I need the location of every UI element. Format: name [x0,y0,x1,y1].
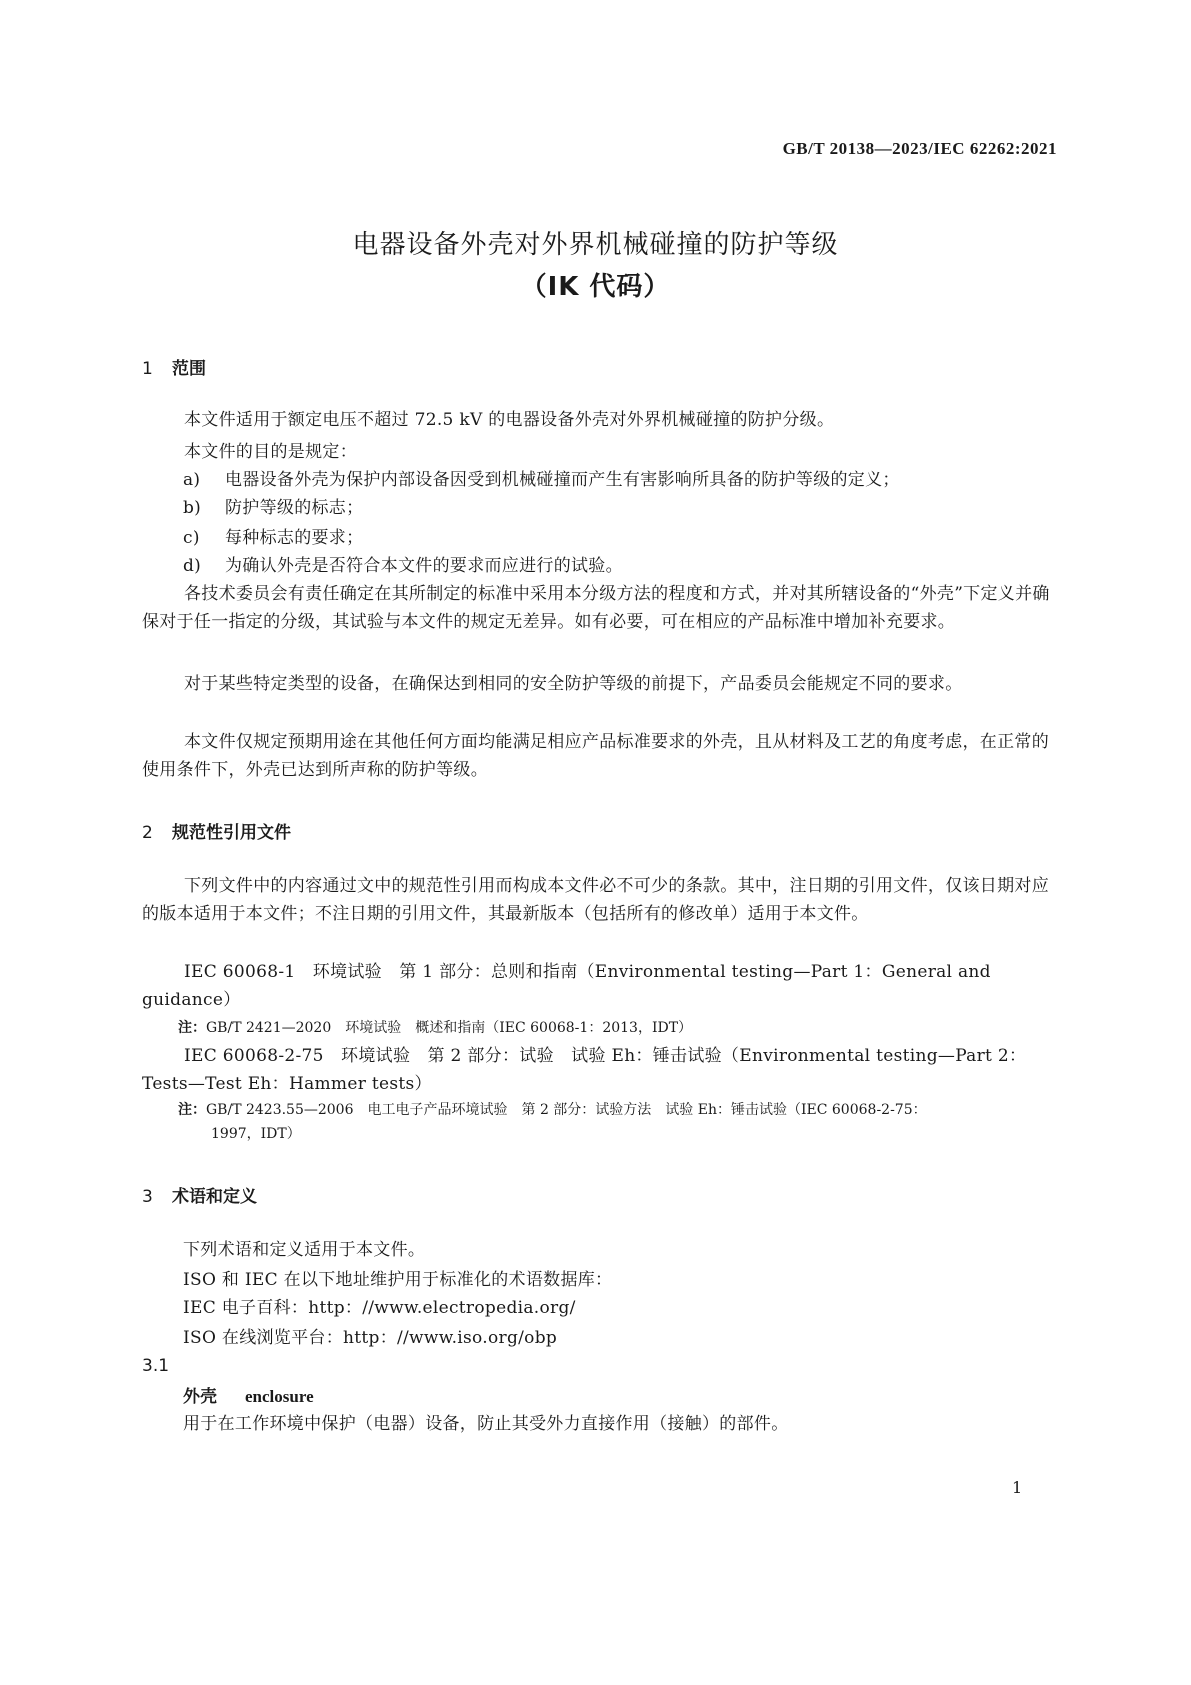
list-text: 防护等级的标志； [225,498,364,518]
paragraph: 下列文件中的内容通过文中的规范性引用而构成本文件必不可少的条款。其中，注日期的引用文件，仅该日期对应的版本适用于本文件；不注日期的引用文件，其最新版本（包括所有的修改单）适用于本文件。 [142,876,1049,924]
list-item [183,524,363,552]
document-title: 电器设备外壳对外界机械碰撞的防护等级 [352,230,839,260]
note-text: GB/T 2423.55—2006 电工电子产品环境试验 第 2 部分：试验方法 试验 Eh：锤击试验（IEC 60068-2-75： [206,1102,927,1118]
note-label: 注： [178,1102,206,1118]
list-text: 电器设备外壳为保护内部设备因受到机械碰撞而产生有害影响所具备的防护等级的定义； [225,470,900,490]
paragraph: 各技术委员会有责任确定在其所制定的标准中采用本分级方法的程度和方式，并对其所辖设备的“外壳”下定义并确保对于任一指定的分级，其试验与本文件的规定无差异。如有必要，可在相应的产品标准中增加补充要求。 [142,584,1050,632]
list-item [183,466,900,494]
note [178,1098,1058,1146]
paragraph: 本文件仅规定预期用途在其他任何方面均能满足相应产品标准要求的外壳，且从材料及工艺的角度考虑，在正常的使用条件下，外壳已达到所声称的防护等级。 [142,732,1049,780]
section-number: 3 [142,1187,153,1207]
paragraph: 本文件适用于额定电压不超过 72.5 kV 的电器设备外壳对外界机械碰撞的防护分级。 [184,410,835,430]
list-marker: b) [183,498,202,518]
note-text: GB/T 2421—2020 环境试验 概述和指南（IEC 60068-1：2013，IDT） [206,1020,693,1036]
list-item [183,552,623,580]
note-label: 注： [178,1020,206,1036]
list-text: 为确认外壳是否符合本文件的要求而应进行的试验。 [225,556,623,576]
list-marker: d) [183,556,202,576]
section-title: 规范性引用文件 [172,823,291,843]
paragraph: ISO 在线浏览平台：http：//www.iso.org/obp [183,1328,558,1348]
reference-entry: IEC 60068-1 环境试验 第 1 部分：总则和指南（Environmental testing—Part 1：General and guidance） [142,962,991,1010]
list-item [183,494,363,522]
paragraph: ISO 和 IEC 在以下地址维护用于标准化的术语数据库： [183,1270,613,1290]
page-number: 1 [1012,1478,1023,1497]
standard-number: GB/T 20138—2023/IEC 62262:2021 [782,139,1057,158]
section-title: 术语和定义 [172,1187,257,1207]
paragraph: IEC 电子百科：http：//www.electropedia.org/ [183,1298,576,1318]
paragraph: 本文件的目的是规定： [184,442,357,462]
note-text-continued: 1997，IDT） [211,1126,301,1142]
section-1-heading [142,354,206,379]
section-3-heading [142,1182,257,1207]
list-text: 每种标志的要求； [225,528,364,548]
reference-entry: IEC 60068-2-75 环境试验 第 2 部分：试验 试验 Eh：锤击试验（Environmental testing—Part 2：Tests—Test Eh：Hammer tests） [142,1046,1027,1094]
definition: 用于在工作环境中保护（电器）设备，防止其受外力直接作用（接触）的部件。 [183,1414,789,1434]
section-number: 2 [142,823,153,843]
paragraph: 对于某些特定类型的设备，在确保达到相同的安全防护等级的前提下，产品委员会能规定不同的要求。 [184,674,963,694]
section-title: 范围 [172,359,206,379]
paragraph: 下列术语和定义适用于本文件。 [183,1240,426,1260]
term-entry [183,1382,314,1407]
term-chinese: 外壳 [183,1387,217,1407]
note [178,1016,1058,1040]
document-subtitle: （IK 代码） [520,272,671,302]
list-marker: a) [183,470,201,490]
term-english: enclosure [245,1387,314,1406]
section-number: 1 [142,359,153,379]
list-marker: c) [183,528,200,548]
subsection-number: 3.1 [142,1356,170,1376]
section-2-heading [142,818,291,843]
